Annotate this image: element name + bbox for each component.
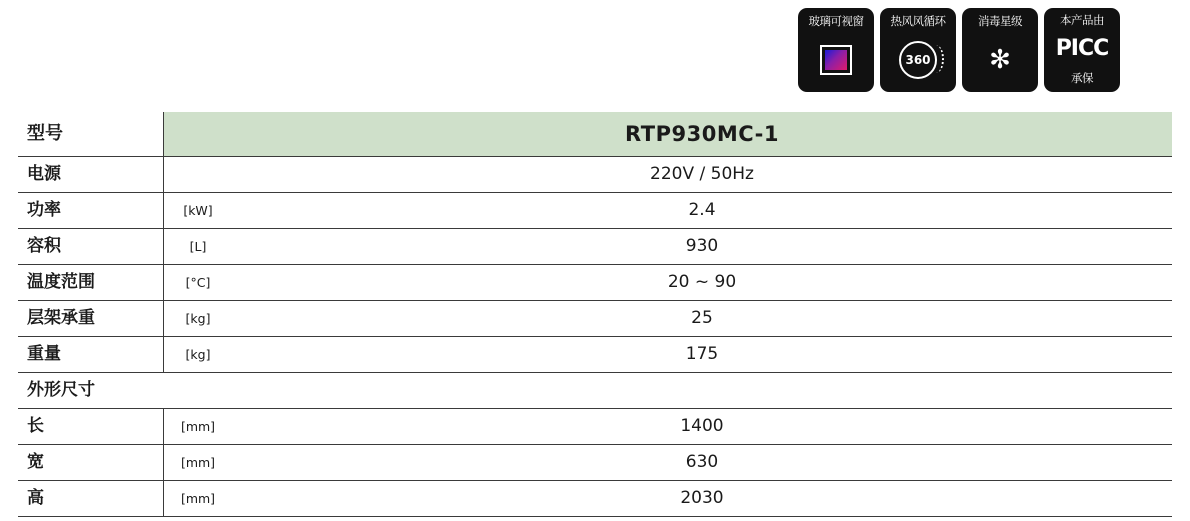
badge-picc-title: 本产品由 bbox=[1060, 13, 1104, 27]
snowflake-star-icon bbox=[962, 28, 1038, 92]
air-circulation-360-icon bbox=[880, 28, 956, 92]
spec-unit: [°C] bbox=[185, 275, 211, 290]
table-row bbox=[18, 481, 1172, 517]
spec-unit: [mm] bbox=[180, 455, 216, 470]
glass-window-icon bbox=[798, 28, 874, 92]
picc-insurance-icon: PICC bbox=[1055, 36, 1109, 61]
table-row bbox=[18, 112, 1172, 157]
spec-unit: [kg] bbox=[185, 347, 211, 362]
spec-group-label: 外形尺寸 bbox=[27, 380, 95, 400]
spec-label: 层架承重 bbox=[27, 308, 95, 328]
spec-unit: [L] bbox=[189, 239, 207, 254]
badge-air-circulation bbox=[880, 8, 956, 92]
table-row bbox=[18, 337, 1172, 373]
badge-360-label: 360 bbox=[899, 41, 937, 79]
spec-unit: [kW] bbox=[183, 203, 213, 218]
spec-value: 2.4 bbox=[688, 200, 716, 220]
table-row bbox=[18, 229, 1172, 265]
spec-unit: [mm] bbox=[180, 491, 216, 506]
spec-value: 20 ~ 90 bbox=[667, 272, 737, 292]
badge-air-circulation-title: 热风风循环 bbox=[890, 14, 946, 28]
spec-label: 电源 bbox=[27, 164, 61, 184]
table-row bbox=[18, 445, 1172, 481]
spec-label: 宽 bbox=[27, 452, 44, 472]
spec-label: 容积 bbox=[27, 236, 61, 256]
spec-label: 功率 bbox=[27, 200, 61, 220]
badge-glass-window-title: 玻璃可视窗 bbox=[808, 14, 864, 28]
spec-value: 220V / 50Hz bbox=[650, 164, 754, 184]
badge-picc-sub: 承保 bbox=[1071, 71, 1093, 85]
spec-label: 高 bbox=[27, 488, 44, 508]
spec-label: 长 bbox=[27, 416, 44, 436]
specification-table-body bbox=[18, 112, 1172, 517]
spec-value bbox=[232, 373, 1172, 408]
table-row bbox=[18, 265, 1172, 301]
table-row bbox=[18, 157, 1172, 193]
table-row bbox=[18, 193, 1172, 229]
spec-unit bbox=[164, 112, 232, 156]
table-row-group-header bbox=[18, 373, 1172, 409]
spec-label: 重量 bbox=[27, 344, 61, 364]
spec-unit: [kg] bbox=[185, 311, 211, 326]
specification-table bbox=[18, 112, 1172, 517]
badge-sterilize-level bbox=[962, 8, 1038, 92]
spec-value: 930 bbox=[685, 236, 719, 256]
spec-value: 175 bbox=[685, 344, 719, 364]
spec-value: 1400 bbox=[680, 416, 724, 436]
spec-value: 2030 bbox=[680, 488, 724, 508]
snowflake-star-glyph: ✻ bbox=[989, 45, 1011, 75]
table-row bbox=[18, 301, 1172, 337]
badge-sterilize-level-title: 消毒星级 bbox=[978, 14, 1022, 28]
spec-unit: [mm] bbox=[180, 419, 216, 434]
badge-picc-insurance bbox=[1044, 8, 1120, 92]
spec-label: 温度范围 bbox=[27, 272, 95, 292]
table-row bbox=[18, 409, 1172, 445]
feature-badge-row bbox=[798, 8, 1120, 92]
spec-label: 型号 bbox=[27, 123, 63, 144]
spec-value: RTP930MC-1 bbox=[232, 112, 1172, 156]
spec-unit bbox=[164, 157, 232, 192]
spec-unit bbox=[164, 373, 233, 408]
spec-value: 630 bbox=[685, 452, 719, 472]
spec-value: 25 bbox=[691, 308, 713, 328]
badge-glass-window bbox=[798, 8, 874, 92]
